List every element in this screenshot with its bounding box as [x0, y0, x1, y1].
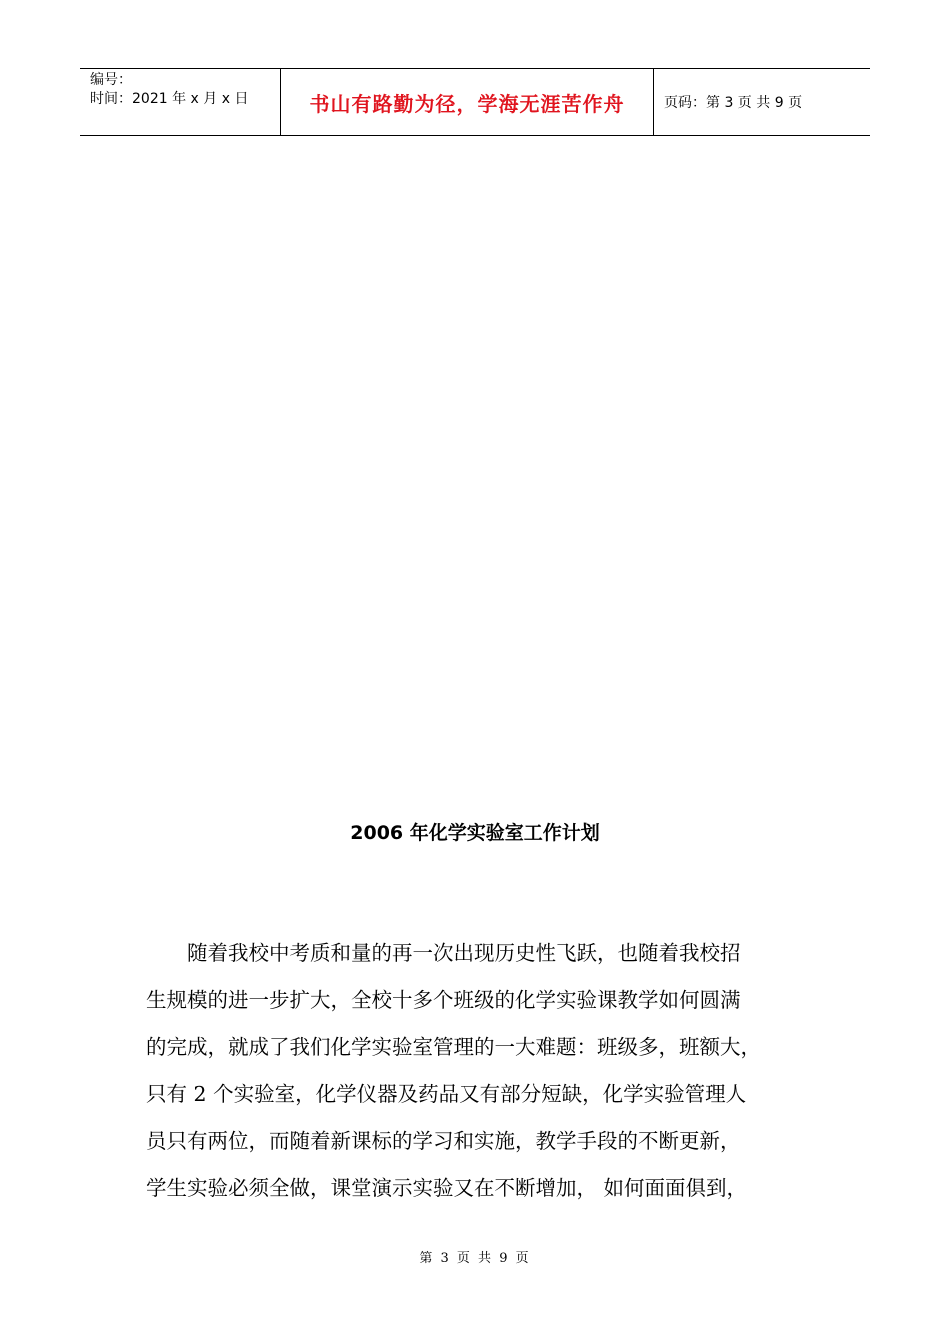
body-line: 学生实验必须全做，课堂演示实验又在不断增加， 如何面面俱到， — [146, 1176, 748, 1200]
body-line: 员只有两位，而随着新课标的学习和实施，教学手段的不断更新， — [146, 1129, 741, 1153]
date-line: 时间：2021 年 x 月 x 日 — [90, 91, 249, 107]
header-meta-cell — [80, 69, 281, 135]
body-line: 生规模的进一步扩大，全校十多个班级的化学实验课教学如何圆满 — [146, 988, 741, 1012]
body-line: 的完成，就成了我们化学实验室管理的一大难题：班级多，班额大， — [146, 1035, 761, 1059]
body-line: 随着我校中考质和量的再一次出现历史性飞跃，也随着我校招 — [187, 941, 741, 965]
serial-number-label: 编号： — [90, 72, 132, 88]
page-header — [80, 68, 870, 136]
document-body — [146, 930, 810, 1212]
header-motto: 书山有路勤为径，学海无涯苦作舟 — [281, 69, 654, 135]
document-title: 2006 年化学实验室工作计划 — [350, 822, 600, 844]
body-line: 只有 2 个实验室，化学仪器及药品又有部分短缺，化学实验管理人 — [146, 1082, 747, 1106]
header-page-info: 页码：第 3 页 共 9 页 — [664, 95, 803, 111]
page-footer: 第 3 页 共 9 页 — [419, 1251, 531, 1266]
